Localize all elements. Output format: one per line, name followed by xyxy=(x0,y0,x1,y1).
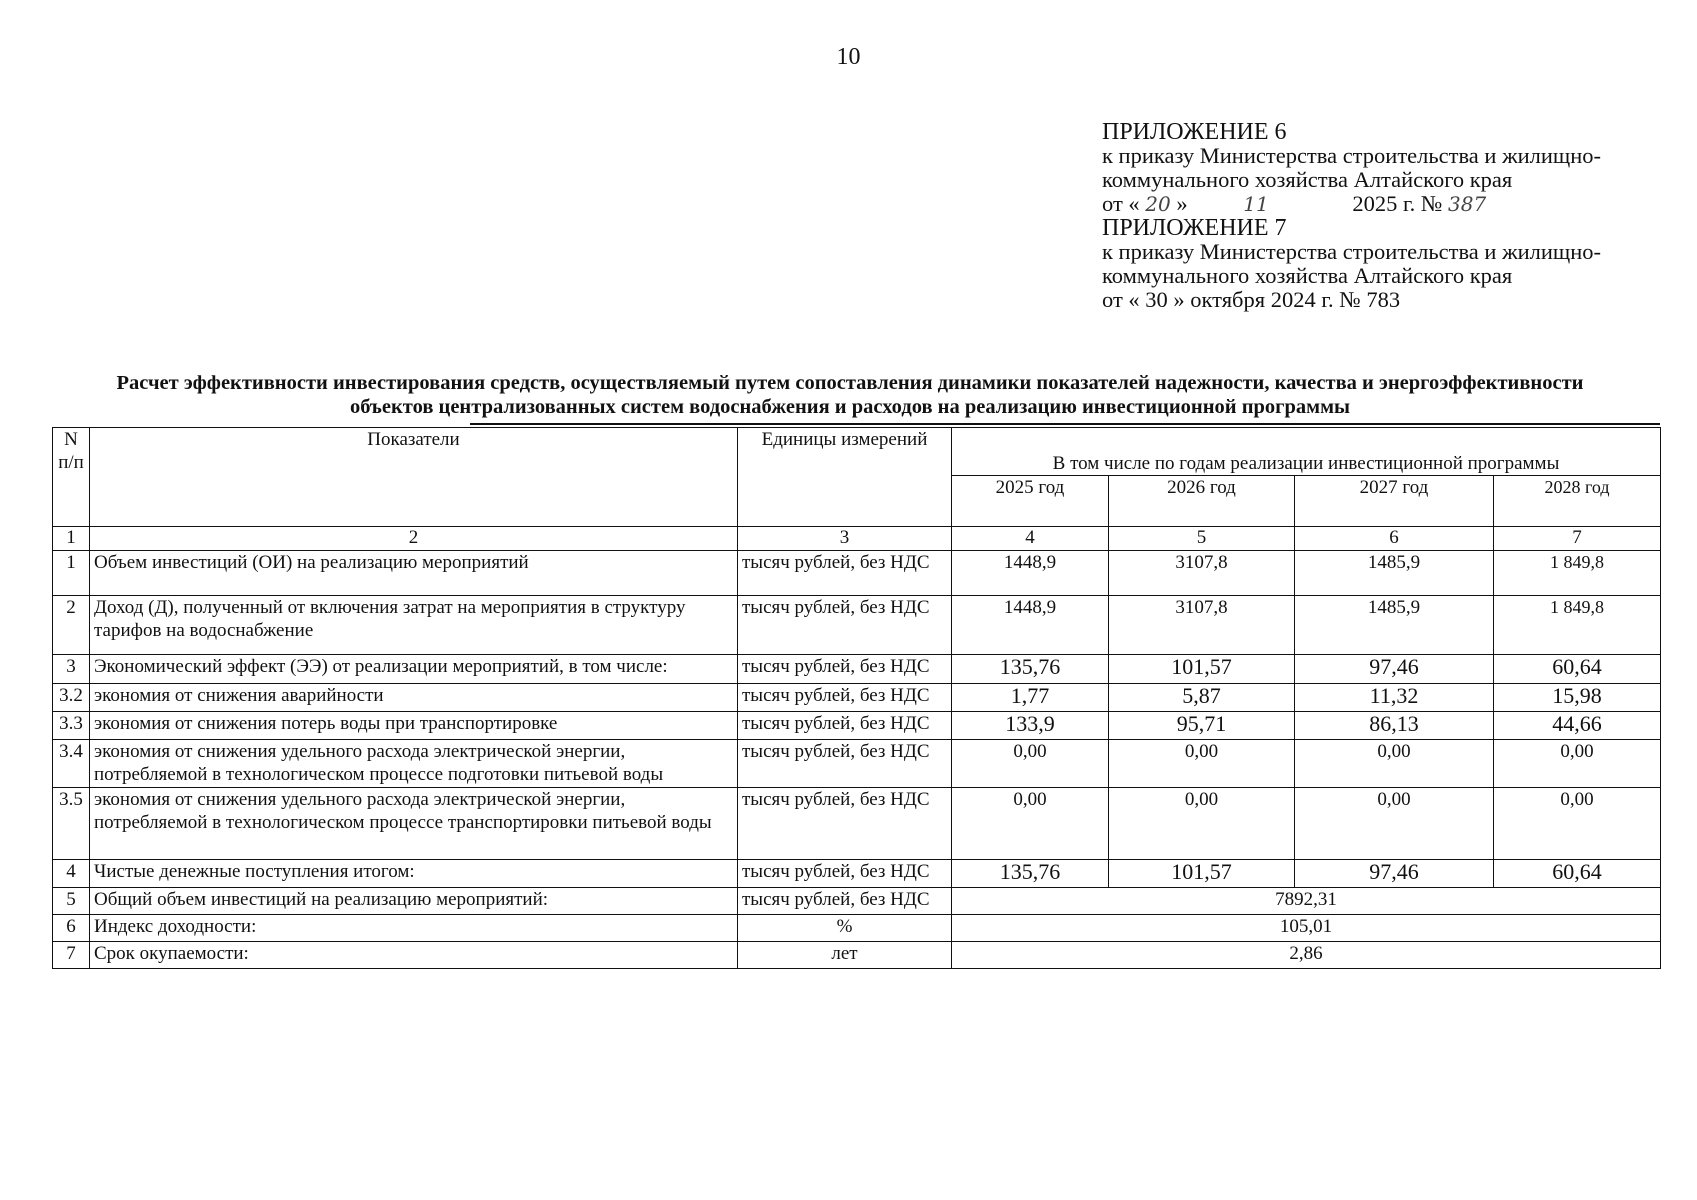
date-prefix: от « xyxy=(1102,191,1140,216)
table-row xyxy=(53,712,1661,740)
index-cell: 6 xyxy=(1295,527,1494,551)
value-2027: 86,13 xyxy=(1295,712,1494,740)
summary-value: 2,86 xyxy=(952,942,1661,969)
appendix-7-line1: к приказу Министерства строительства и жилищно- xyxy=(1102,239,1602,264)
row-indicator: Срок окупаемости: xyxy=(90,942,738,969)
appendix-6-title: ПРИЛОЖЕНИЕ 6 xyxy=(1102,119,1287,145)
title-line1: Расчет эффективности инвестирования средств, осуществляемый путем сопоставления динамики показателей надежности, качества и энергоэффективности xyxy=(116,372,1584,394)
row-unit: тысяч рублей, без НДС xyxy=(738,740,952,788)
index-cell: 1 xyxy=(53,527,90,551)
value-2027: 1485,9 xyxy=(1295,596,1494,655)
row-unit: лет xyxy=(738,942,952,969)
date-year: 2025 г. № xyxy=(1352,191,1443,216)
row-num: 6 xyxy=(53,915,90,942)
header-years-group: В том числе по годам реализации инвестиционной программы xyxy=(952,428,1661,476)
header-year-2028: 2028 год xyxy=(1494,476,1661,527)
table-row xyxy=(53,740,1661,788)
row-indicator: экономия от снижения удельного расхода электрической энергии, потребляемой в технологическом процессе транспортировки питьевой воды xyxy=(90,788,738,860)
table-row xyxy=(53,684,1661,712)
value-2025: 135,76 xyxy=(952,860,1109,888)
index-row xyxy=(53,527,1661,551)
index-cell: 7 xyxy=(1494,527,1661,551)
index-cell: 3 xyxy=(738,527,952,551)
row-indicator: экономия от снижения удельного расхода электрической энергии, потребляемой в технологическом процессе подготовки питьевой воды xyxy=(90,740,738,788)
value-2028: 15,98 xyxy=(1494,684,1661,712)
appendix-6-line1: к приказу Министерства строительства и жилищно- xyxy=(1102,143,1602,168)
row-indicator: экономия от снижения аварийности xyxy=(90,684,738,712)
summary-value: 7892,31 xyxy=(952,888,1661,915)
value-2027: 11,32 xyxy=(1295,684,1494,712)
row-unit: % xyxy=(738,915,952,942)
row-num: 4 xyxy=(53,860,90,888)
row-num: 3.3 xyxy=(53,712,90,740)
header-num: N п/п xyxy=(53,428,90,527)
row-num: 7 xyxy=(53,942,90,969)
value-2028: 0,00 xyxy=(1494,740,1661,788)
table-row xyxy=(53,596,1661,655)
row-indicator: экономия от снижения потерь воды при транспортировке xyxy=(90,712,738,740)
value-2026: 3107,8 xyxy=(1109,596,1295,655)
index-cell: 2 xyxy=(90,527,738,551)
row-indicator: Общий объем инвестиций на реализацию мероприятий: xyxy=(90,888,738,915)
row-unit: тысяч рублей, без НДС xyxy=(738,655,952,684)
table-row xyxy=(53,860,1661,888)
value-2025: 135,76 xyxy=(952,655,1109,684)
appendix-7-title: ПРИЛОЖЕНИЕ 7 xyxy=(1102,215,1287,241)
value-2026: 0,00 xyxy=(1109,740,1295,788)
row-indicator: Доход (Д), полученный от включения затрат на мероприятия в структуру тарифов на водоснабжение xyxy=(90,596,738,655)
value-2027: 97,46 xyxy=(1295,655,1494,684)
value-2027: 0,00 xyxy=(1295,740,1494,788)
appendix-6-line2: коммунального хозяйства Алтайского края xyxy=(1102,167,1513,192)
appendix-block xyxy=(1102,120,1601,312)
value-2026: 5,87 xyxy=(1109,684,1295,712)
document-title xyxy=(40,371,1660,419)
appendix-7-line3: от « 30 » октября 2024 г. № 783 xyxy=(1102,287,1401,312)
value-2026: 101,57 xyxy=(1109,655,1295,684)
row-unit: тысяч рублей, без НДС xyxy=(738,712,952,740)
value-2028: 60,64 xyxy=(1494,860,1661,888)
table-row xyxy=(53,788,1661,860)
value-2026: 101,57 xyxy=(1109,860,1295,888)
row-num: 3.2 xyxy=(53,684,90,712)
handwritten-month: 11 xyxy=(1243,192,1269,216)
title-line2: объектов централизованных систем водоснабжения и расходов на реализацию инвестиционной программы xyxy=(349,396,1351,418)
investment-efficiency-table xyxy=(52,427,1661,969)
row-unit: тысяч рублей, без НДС xyxy=(738,596,952,655)
row-unit: тысяч рублей, без НДС xyxy=(738,888,952,915)
row-num: 1 xyxy=(53,551,90,596)
header-year-2026: 2026 год xyxy=(1109,476,1295,527)
summary-row xyxy=(53,888,1661,915)
header-year-2027: 2027 год xyxy=(1295,476,1494,527)
handwritten-day: 20 xyxy=(1145,192,1171,216)
value-2028: 60,64 xyxy=(1494,655,1661,684)
page-number: 10 xyxy=(836,44,861,70)
table-row xyxy=(53,551,1661,596)
summary-value: 105,01 xyxy=(952,915,1661,942)
value-2026: 0,00 xyxy=(1109,788,1295,860)
value-2025: 0,00 xyxy=(952,788,1109,860)
summary-row xyxy=(53,915,1661,942)
header-units: Единицы измерений xyxy=(738,428,952,527)
value-2028: 1 849,8 xyxy=(1494,551,1661,596)
value-2026: 95,71 xyxy=(1109,712,1295,740)
table-row xyxy=(53,655,1661,684)
row-indicator: Объем инвестиций (ОИ) на реализацию мероприятий xyxy=(90,551,738,596)
value-2028: 1 849,8 xyxy=(1494,596,1661,655)
row-num: 5 xyxy=(53,888,90,915)
header-row-1 xyxy=(53,428,1661,476)
row-num: 2 xyxy=(53,596,90,655)
value-2027: 97,46 xyxy=(1295,860,1494,888)
handwritten-number: 387 xyxy=(1448,192,1487,216)
appendix-7-line2: коммунального хозяйства Алтайского края xyxy=(1102,263,1513,288)
value-2025: 1448,9 xyxy=(952,551,1109,596)
value-2026: 3107,8 xyxy=(1109,551,1295,596)
row-unit: тысяч рублей, без НДС xyxy=(738,684,952,712)
row-unit: тысяч рублей, без НДС xyxy=(738,551,952,596)
row-num: 3.4 xyxy=(53,740,90,788)
row-unit: тысяч рублей, без НДС xyxy=(738,860,952,888)
appendix-6-date xyxy=(1102,192,1601,216)
value-2027: 1485,9 xyxy=(1295,551,1494,596)
row-indicator: Экономический эффект (ЭЭ) от реализации мероприятий, в том числе: xyxy=(90,655,738,684)
row-indicator: Индекс доходности: xyxy=(90,915,738,942)
value-2028: 0,00 xyxy=(1494,788,1661,860)
header-indicators: Показатели xyxy=(90,428,738,527)
value-2025: 0,00 xyxy=(952,740,1109,788)
title-underline xyxy=(470,423,1660,425)
index-cell: 4 xyxy=(952,527,1109,551)
summary-row xyxy=(53,942,1661,969)
date-mid: » xyxy=(1176,191,1188,216)
row-indicator: Чистые денежные поступления итогом: xyxy=(90,860,738,888)
index-cell: 5 xyxy=(1109,527,1295,551)
row-num: 3 xyxy=(53,655,90,684)
header-year-2025: 2025 год xyxy=(952,476,1109,527)
value-2025: 133,9 xyxy=(952,712,1109,740)
value-2025: 1,77 xyxy=(952,684,1109,712)
value-2025: 1448,9 xyxy=(952,596,1109,655)
row-unit: тысяч рублей, без НДС xyxy=(738,788,952,860)
value-2027: 0,00 xyxy=(1295,788,1494,860)
value-2028: 44,66 xyxy=(1494,712,1661,740)
row-num: 3.5 xyxy=(53,788,90,860)
